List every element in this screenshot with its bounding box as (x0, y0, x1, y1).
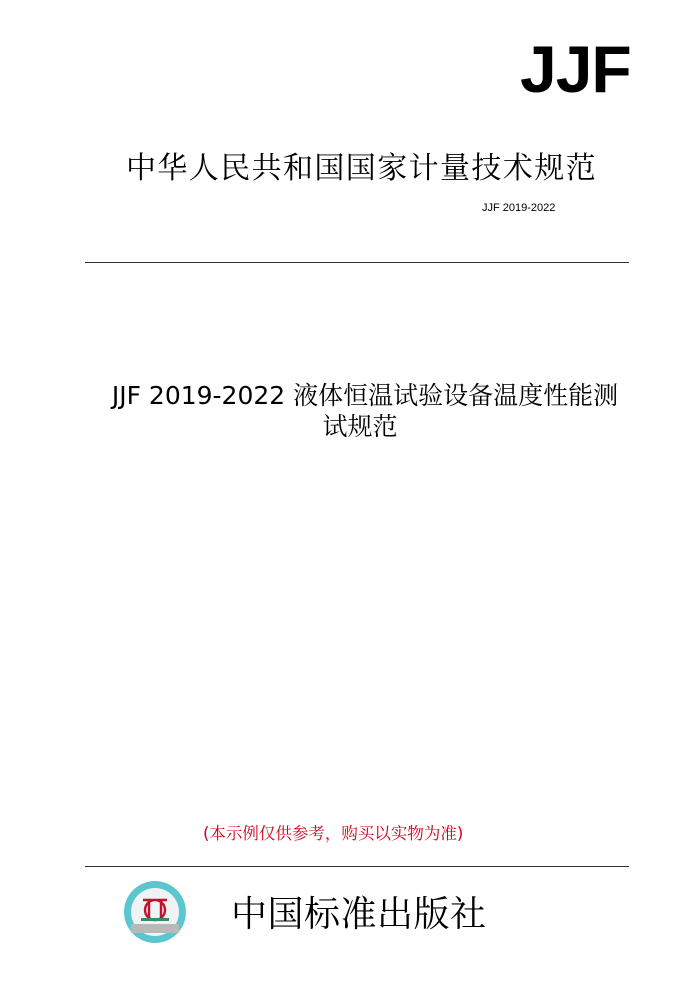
top-divider (85, 262, 629, 263)
publisher-name: 中国标准出版社 (231, 894, 487, 935)
standard-prefix-logo: JJF (520, 32, 631, 106)
sample-notice: (本示例仅供参考，购买以实物为准) (203, 824, 464, 843)
document-title (0, 380, 700, 442)
bottom-divider (85, 866, 629, 867)
anti-counterfeit-seal-icon (123, 880, 187, 944)
organization-title: 中华人民共和国国家计量技术规范 (126, 151, 597, 186)
standard-number: JJF 2019-2022 (482, 202, 556, 214)
title-line-2: 试规范 (322, 412, 398, 441)
title-line-1: JJF 2019-2022 液体恒温试验设备温度性能测 (111, 381, 619, 410)
